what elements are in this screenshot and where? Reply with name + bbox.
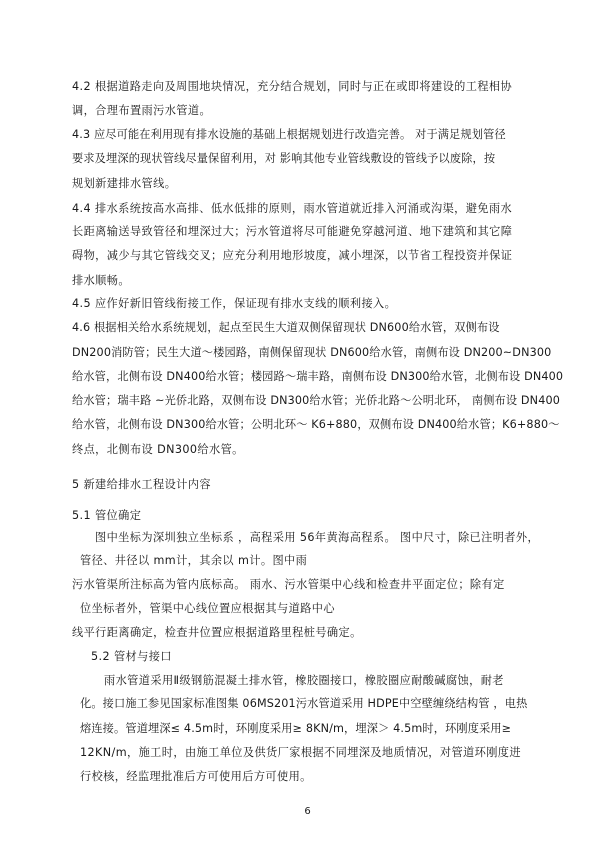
text-line: 位坐标者外，管渠中心线位置应根据其与道路中心	[80, 602, 335, 615]
text-line: DN200消防管；民生大道～楼园路，南侧保留现状 DN600给水管，南侧布设 DN200~DN300	[72, 346, 552, 359]
text-line: 雨水管道采用Ⅱ级钢筋混凝土排水管，橡胶圈接口，橡胶圈应耐酸碱腐蚀，耐老	[104, 674, 504, 687]
text-line: 4.5 应作好新旧管线衔接工作，保证现有排水支线的顺利接入。	[72, 297, 397, 310]
text-line: 碍物，减少与其它管线交叉；应充分利用地形坡度，减小埋深，以节省工程投资并保证	[72, 249, 513, 262]
text-line: 12KN/m，施工时，由施工单位及供货厂家根据不同埋深及地质情况，对管道环刚度进	[80, 746, 521, 759]
subsection-heading: 5.2 管材与接口	[91, 650, 172, 663]
text-line: 调，合理布置雨污水管道。	[72, 104, 212, 117]
text-line: 线平行距离确定，检查井位置应根据道路里程桩号确定。	[72, 626, 362, 639]
text-line: 4.2 根据道路走向及周围地块情况，充分结合规划，同时与正在或即将建设的工程相协	[72, 80, 513, 93]
text-line: 污水管渠所注标高为管内底标高。 雨水、污水管渠中心线和检查井平面定位；除有定	[72, 578, 505, 591]
text-line: 长距离输送导致管径和埋深过大；污水管道将尽可能避免穿越河道、地下建筑和其它障	[72, 225, 513, 238]
text-line: 4.6 根据相关给水系统规划，起点至民生大道双侧保留现状 DN600给水管，双侧布设	[72, 321, 500, 334]
text-line: 规划新建排水管线。	[72, 177, 177, 190]
text-line: 图中坐标为深圳独立坐标系 ，高程采用 56年黄海高程系。 图中尺寸，除已注明者外，	[95, 531, 540, 544]
text-line: 排水顺畅。	[72, 274, 130, 287]
text-line: 4.3 应尽可能在利用现有排水设施的基础上根据规划进行改造完善。 对于满足规划管径	[72, 128, 506, 141]
page-number: 6	[304, 806, 311, 817]
text-line: 化。接口施工参见国家标准图集 06MS201污水管道采用 HDPE中空壁缠绕结构管 ，电热	[80, 697, 528, 710]
text-line: 给水管，北侧布设 DN400给水管；楼园路～瑞丰路，南侧布设 DN300给水管，北侧布设 DN400	[72, 370, 564, 383]
text-line: 行校核，经监理批准后方可使用后方可使用。	[80, 770, 312, 783]
subsection-heading: 5.1 管位确定	[72, 509, 142, 522]
text-line: 要求及埋深的现状管线尽量保留利用，对 影响其他专业管线敷设的管线予以废除，按	[72, 152, 496, 165]
text-line: 给水管；瑞丰路 ~光侨北路，双侧布设 DN300给水管；光侨北路～公明北环， 南侧布设 DN400	[72, 394, 560, 407]
text-line: 熔连接。管道埋深≤ 4.5m时，环刚度采用≥ 8KN/m，埋深＞ 4.5m时，环刚度采用≥	[80, 722, 512, 735]
text-line: 给水管，北侧布设 DN300给水管；公明北环～ K6+880，双侧布设 DN400给水管；K6+880～	[72, 418, 560, 431]
section-heading: 5 新建给排水工程设计内容	[72, 478, 211, 491]
text-line: 管径、井径以 mm计，其余以 m计。图中雨	[80, 554, 308, 567]
text-line: 4.4 排水系统按高水高排、低水低排的原则，雨水管道就近排入河涌或沟渠，避免雨水	[72, 202, 513, 215]
text-line: 终点，北侧布设 DN300给水管。	[72, 443, 244, 456]
